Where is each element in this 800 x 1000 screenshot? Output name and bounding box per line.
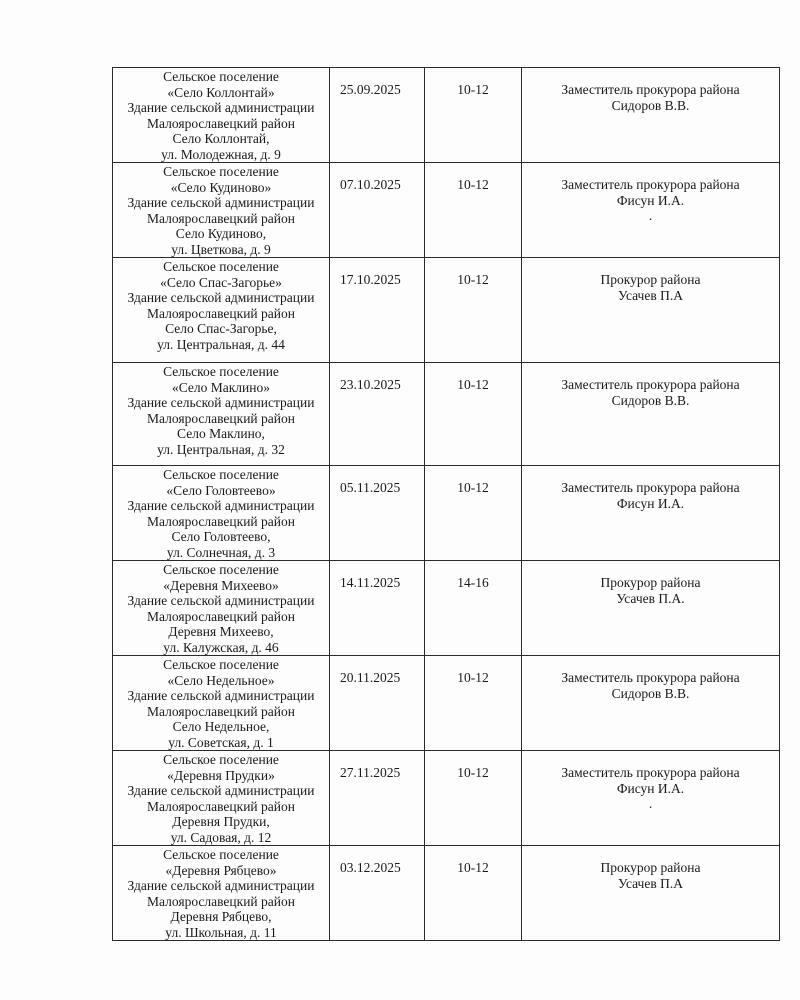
place-line: ул. Садовая, д. 12	[170, 829, 272, 845]
place-line: Здание сельской администрации	[127, 100, 315, 115]
place-line: Малоярославецкий район	[147, 210, 295, 226]
place-line: ул. Калужская, д. 46	[163, 639, 279, 655]
responsible-line: Фисун И.А.	[616, 192, 685, 208]
place-line: Здание сельской администрации	[127, 783, 315, 798]
responsible-line: Заместитель прокурора района	[561, 480, 740, 495]
place-line: Здание сельской администрации	[127, 195, 315, 210]
table-row	[113, 846, 780, 941]
responsible-line: Усачев П.А	[618, 875, 683, 891]
place-line: Малоярославецкий район	[147, 608, 295, 624]
place-line: ул. Солнечная, д. 3	[166, 544, 276, 560]
place-line: Сельское поселение	[163, 752, 279, 767]
place-line: ул. Советская, д. 1	[168, 734, 274, 750]
place-line: Малоярославецкий район	[147, 703, 295, 719]
place-line: «Село Маклино»	[171, 379, 270, 395]
table-row	[113, 751, 780, 846]
date-cell: 05.11.2025	[330, 466, 425, 561]
date-cell: 17.10.2025	[330, 258, 425, 363]
place-line: Здание сельской администрации	[127, 688, 315, 703]
responsible-line: Заместитель прокурора района	[561, 82, 740, 97]
place-line: Малоярославецкий район	[147, 410, 295, 426]
place-line: Сельское поселение	[163, 364, 279, 379]
place-cell	[113, 466, 330, 561]
trailing-dot: .	[648, 796, 653, 811]
time-cell: 10-12	[425, 68, 522, 163]
place-line: Сельское поселение	[163, 164, 279, 179]
place-line: Село Кудиново,	[175, 226, 267, 241]
place-line: ул. Цветкова, д. 9	[171, 241, 271, 257]
time-cell: 10-12	[425, 466, 522, 561]
responsible-line: Заместитель прокурора района	[561, 377, 740, 392]
date-cell: 20.11.2025	[330, 656, 425, 751]
date-cell: 23.10.2025	[330, 363, 425, 466]
date-cell: 27.11.2025	[330, 751, 425, 846]
responsible-line: Сидоров В.В.	[611, 392, 690, 408]
responsible-line: Фисун И.А.	[616, 495, 685, 511]
place-line: «Село Кудиново»	[170, 179, 272, 195]
responsible-cell	[522, 751, 780, 846]
trailing-dot: .	[648, 208, 653, 223]
date-cell: 07.10.2025	[330, 163, 425, 258]
responsible-cell	[522, 163, 780, 258]
responsible-cell	[522, 258, 780, 363]
place-line: Сельское поселение	[163, 467, 279, 482]
place-line: Сельское поселение	[163, 562, 279, 577]
table-row	[113, 258, 780, 363]
time-cell: 14-16	[425, 561, 522, 656]
place-cell	[113, 561, 330, 656]
responsible-line: Заместитель прокурора района	[561, 670, 740, 685]
responsible-cell	[522, 656, 780, 751]
date-cell: 14.11.2025	[330, 561, 425, 656]
place-line: Село Спас-Загорье,	[165, 321, 277, 336]
place-line: Здание сельской администрации	[127, 593, 315, 608]
responsible-cell	[522, 68, 780, 163]
place-line: Здание сельской администрации	[127, 878, 315, 893]
responsible-cell	[522, 561, 780, 656]
place-line: Село Головтеево,	[171, 529, 271, 544]
place-line: Село Коллонтай,	[172, 131, 270, 146]
place-line: «Деревня Михеево»	[163, 577, 279, 593]
place-line: Здание сельской администрации	[127, 290, 315, 305]
table-row	[113, 363, 780, 466]
place-line: Сельское поселение	[163, 657, 279, 672]
place-line: ул. Молодежная, д. 9	[161, 146, 281, 162]
time-cell: 10-12	[425, 656, 522, 751]
place-cell	[113, 846, 330, 941]
responsible-line: Заместитель прокурора района	[561, 177, 740, 192]
place-line: Село Недельное,	[172, 719, 270, 734]
responsible-line: Прокурор района	[600, 575, 701, 590]
place-line: «Село Недельное»	[167, 672, 275, 688]
place-line: Малоярославецкий район	[147, 798, 295, 814]
place-line: Малоярославецкий район	[147, 115, 295, 131]
responsible-line: Усачев П.А	[618, 287, 683, 303]
time-cell: 10-12	[425, 363, 522, 466]
date-cell: 25.09.2025	[330, 68, 425, 163]
table-row	[113, 68, 780, 163]
date-cell: 03.12.2025	[330, 846, 425, 941]
table-row	[113, 466, 780, 561]
place-cell	[113, 68, 330, 163]
responsible-line: Заместитель прокурора района	[561, 765, 740, 780]
place-line: Здание сельской администрации	[127, 498, 315, 513]
reception-schedule-table	[112, 67, 780, 941]
schedule-body	[113, 68, 780, 941]
responsible-line: Усачев П.А.	[616, 590, 685, 606]
place-line: Деревня Прудки,	[172, 814, 270, 829]
time-cell: 10-12	[425, 163, 522, 258]
place-line: Деревня Михеево,	[168, 624, 274, 639]
place-line: Деревня Рябцево,	[170, 909, 272, 924]
place-line: «Деревня Прудки»	[167, 767, 275, 783]
responsible-cell	[522, 846, 780, 941]
responsible-line: Прокурор района	[600, 272, 701, 287]
place-line: ул. Центральная, д. 32	[157, 441, 285, 457]
place-cell	[113, 258, 330, 363]
responsible-line: Фисун И.А.	[616, 780, 685, 796]
place-cell	[113, 163, 330, 258]
place-line: Малоярославецкий район	[147, 305, 295, 321]
responsible-line: Прокурор района	[600, 860, 701, 875]
place-cell	[113, 751, 330, 846]
responsible-cell	[522, 466, 780, 561]
place-cell	[113, 363, 330, 466]
place-cell	[113, 656, 330, 751]
place-line: Сельское поселение	[163, 259, 279, 274]
place-line: «Деревня Рябцево»	[165, 862, 277, 878]
time-cell: 10-12	[425, 258, 522, 363]
table-row	[113, 561, 780, 656]
responsible-line: Сидоров В.В.	[611, 685, 690, 701]
place-line: «Село Коллонтай»	[167, 84, 275, 100]
place-line: Село Маклино,	[177, 426, 265, 441]
table-row	[113, 163, 780, 258]
table-row	[113, 656, 780, 751]
responsible-line: Сидоров В.В.	[611, 97, 690, 113]
place-line: ул. Школьная, д. 11	[165, 924, 277, 940]
place-line: Малоярославецкий район	[147, 893, 295, 909]
place-line: Сельское поселение	[163, 69, 279, 84]
responsible-cell	[522, 363, 780, 466]
place-line: Здание сельской администрации	[127, 395, 315, 410]
place-line: «Село Спас-Загорье»	[160, 274, 282, 290]
place-line: «Село Головтеево»	[166, 482, 276, 498]
place-line: ул. Центральная, д. 44	[157, 336, 285, 352]
place-line: Сельское поселение	[163, 847, 279, 862]
time-cell: 10-12	[425, 846, 522, 941]
time-cell: 10-12	[425, 751, 522, 846]
place-line: Малоярославецкий район	[147, 513, 295, 529]
